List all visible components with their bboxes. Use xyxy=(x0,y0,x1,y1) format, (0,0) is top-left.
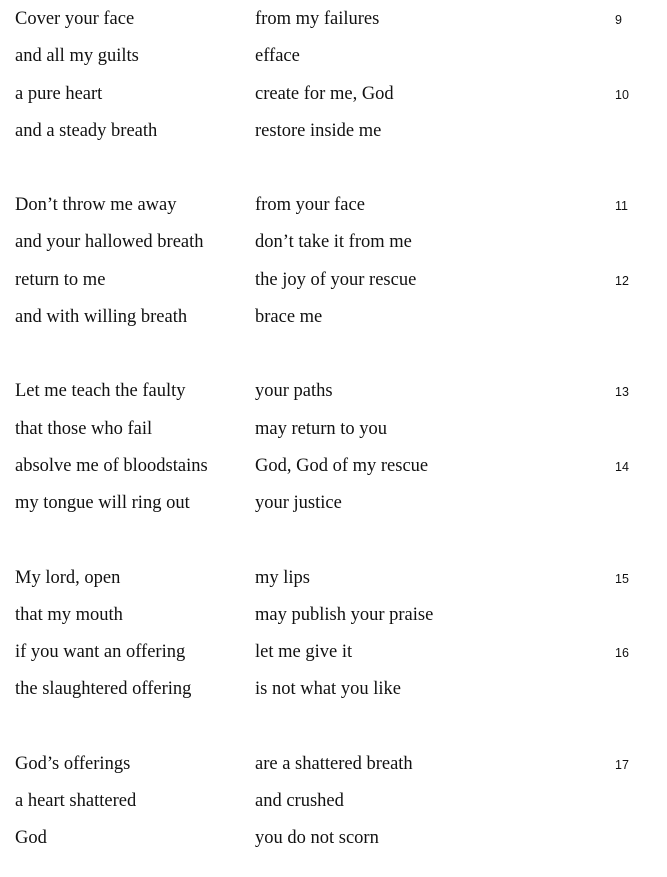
line-second-half: and crushed xyxy=(255,791,344,812)
line-first-half: God’s offerings xyxy=(15,753,131,774)
verse-number: 15 xyxy=(615,571,629,586)
line-second-half: don’t take it from me xyxy=(255,232,412,253)
line-first-half: and a steady breath xyxy=(15,120,158,141)
verse-number: 12 xyxy=(615,273,629,288)
line-second-half: may publish your praise xyxy=(255,604,434,625)
line-second-half: you do not scorn xyxy=(255,828,379,849)
line-first-half: My lord, open xyxy=(15,567,121,588)
line-second-half: from your face xyxy=(255,195,365,216)
poem-line xyxy=(15,414,655,451)
poem-line xyxy=(15,600,655,637)
stanza xyxy=(15,4,655,153)
stanza xyxy=(15,749,655,861)
line-second-half: create for me, God xyxy=(255,83,394,104)
poem-line xyxy=(15,563,655,600)
poem-line xyxy=(15,265,655,302)
verse-number: 14 xyxy=(615,459,629,474)
verse-number: 17 xyxy=(615,757,629,772)
line-first-half: if you want an offering xyxy=(15,642,186,663)
verse-number: 13 xyxy=(615,385,629,400)
line-first-half: Let me teach the faulty xyxy=(15,381,186,402)
stanza xyxy=(15,190,655,339)
poem-line xyxy=(15,190,655,227)
verse-number: 10 xyxy=(615,87,629,102)
poem-line xyxy=(15,227,655,264)
line-second-half: the joy of your rescue xyxy=(255,269,417,290)
line-first-half: a heart shattered xyxy=(15,791,137,812)
line-second-half: God, God of my rescue xyxy=(255,455,429,476)
poem-line xyxy=(15,786,655,823)
line-first-half: that those who fail xyxy=(15,418,153,439)
line-first-half: Don’t throw me away xyxy=(15,195,177,216)
line-first-half: return to me xyxy=(15,269,106,290)
line-second-half: are a shattered breath xyxy=(255,753,413,774)
poem-line xyxy=(15,41,655,78)
line-second-half: my lips xyxy=(255,567,310,588)
verse-number: 11 xyxy=(615,199,628,214)
stanza xyxy=(15,563,655,712)
line-first-half: God xyxy=(15,828,47,849)
poem-line xyxy=(15,302,655,339)
line-first-half: my tongue will ring out xyxy=(15,493,190,514)
line-second-half: your paths xyxy=(255,381,333,402)
line-first-half: and all my guilts xyxy=(15,46,139,67)
poem-line xyxy=(15,749,655,786)
line-second-half: restore inside me xyxy=(255,120,382,141)
poem-text xyxy=(15,4,655,861)
poem-line xyxy=(15,488,655,525)
line-second-half: from my failures xyxy=(255,9,380,29)
poem-line xyxy=(15,637,655,674)
line-second-half: brace me xyxy=(255,307,323,328)
line-first-half: that my mouth xyxy=(15,604,123,625)
line-second-half: is not what you like xyxy=(255,679,401,700)
line-first-half: absolve me of bloodstains xyxy=(15,455,208,476)
line-first-half: a pure heart xyxy=(15,83,103,104)
poem-line xyxy=(15,79,655,116)
poem-line xyxy=(15,823,655,860)
line-first-half: Cover your face xyxy=(15,9,135,29)
line-first-half: the slaughtered offering xyxy=(15,679,192,700)
line-second-half: efface xyxy=(255,46,300,67)
line-first-half: and your hallowed breath xyxy=(15,232,204,253)
verse-number: 9 xyxy=(615,13,622,27)
line-second-half: let me give it xyxy=(255,642,353,663)
verse-number: 16 xyxy=(615,646,629,661)
poem-line xyxy=(15,376,655,413)
line-second-half: may return to you xyxy=(255,418,388,439)
poem-line xyxy=(15,4,655,41)
poem-line xyxy=(15,451,655,488)
stanza xyxy=(15,376,655,525)
poem-line xyxy=(15,116,655,153)
line-first-half: and with willing breath xyxy=(15,307,188,328)
line-second-half: your justice xyxy=(255,493,342,514)
poem-line xyxy=(15,674,655,711)
